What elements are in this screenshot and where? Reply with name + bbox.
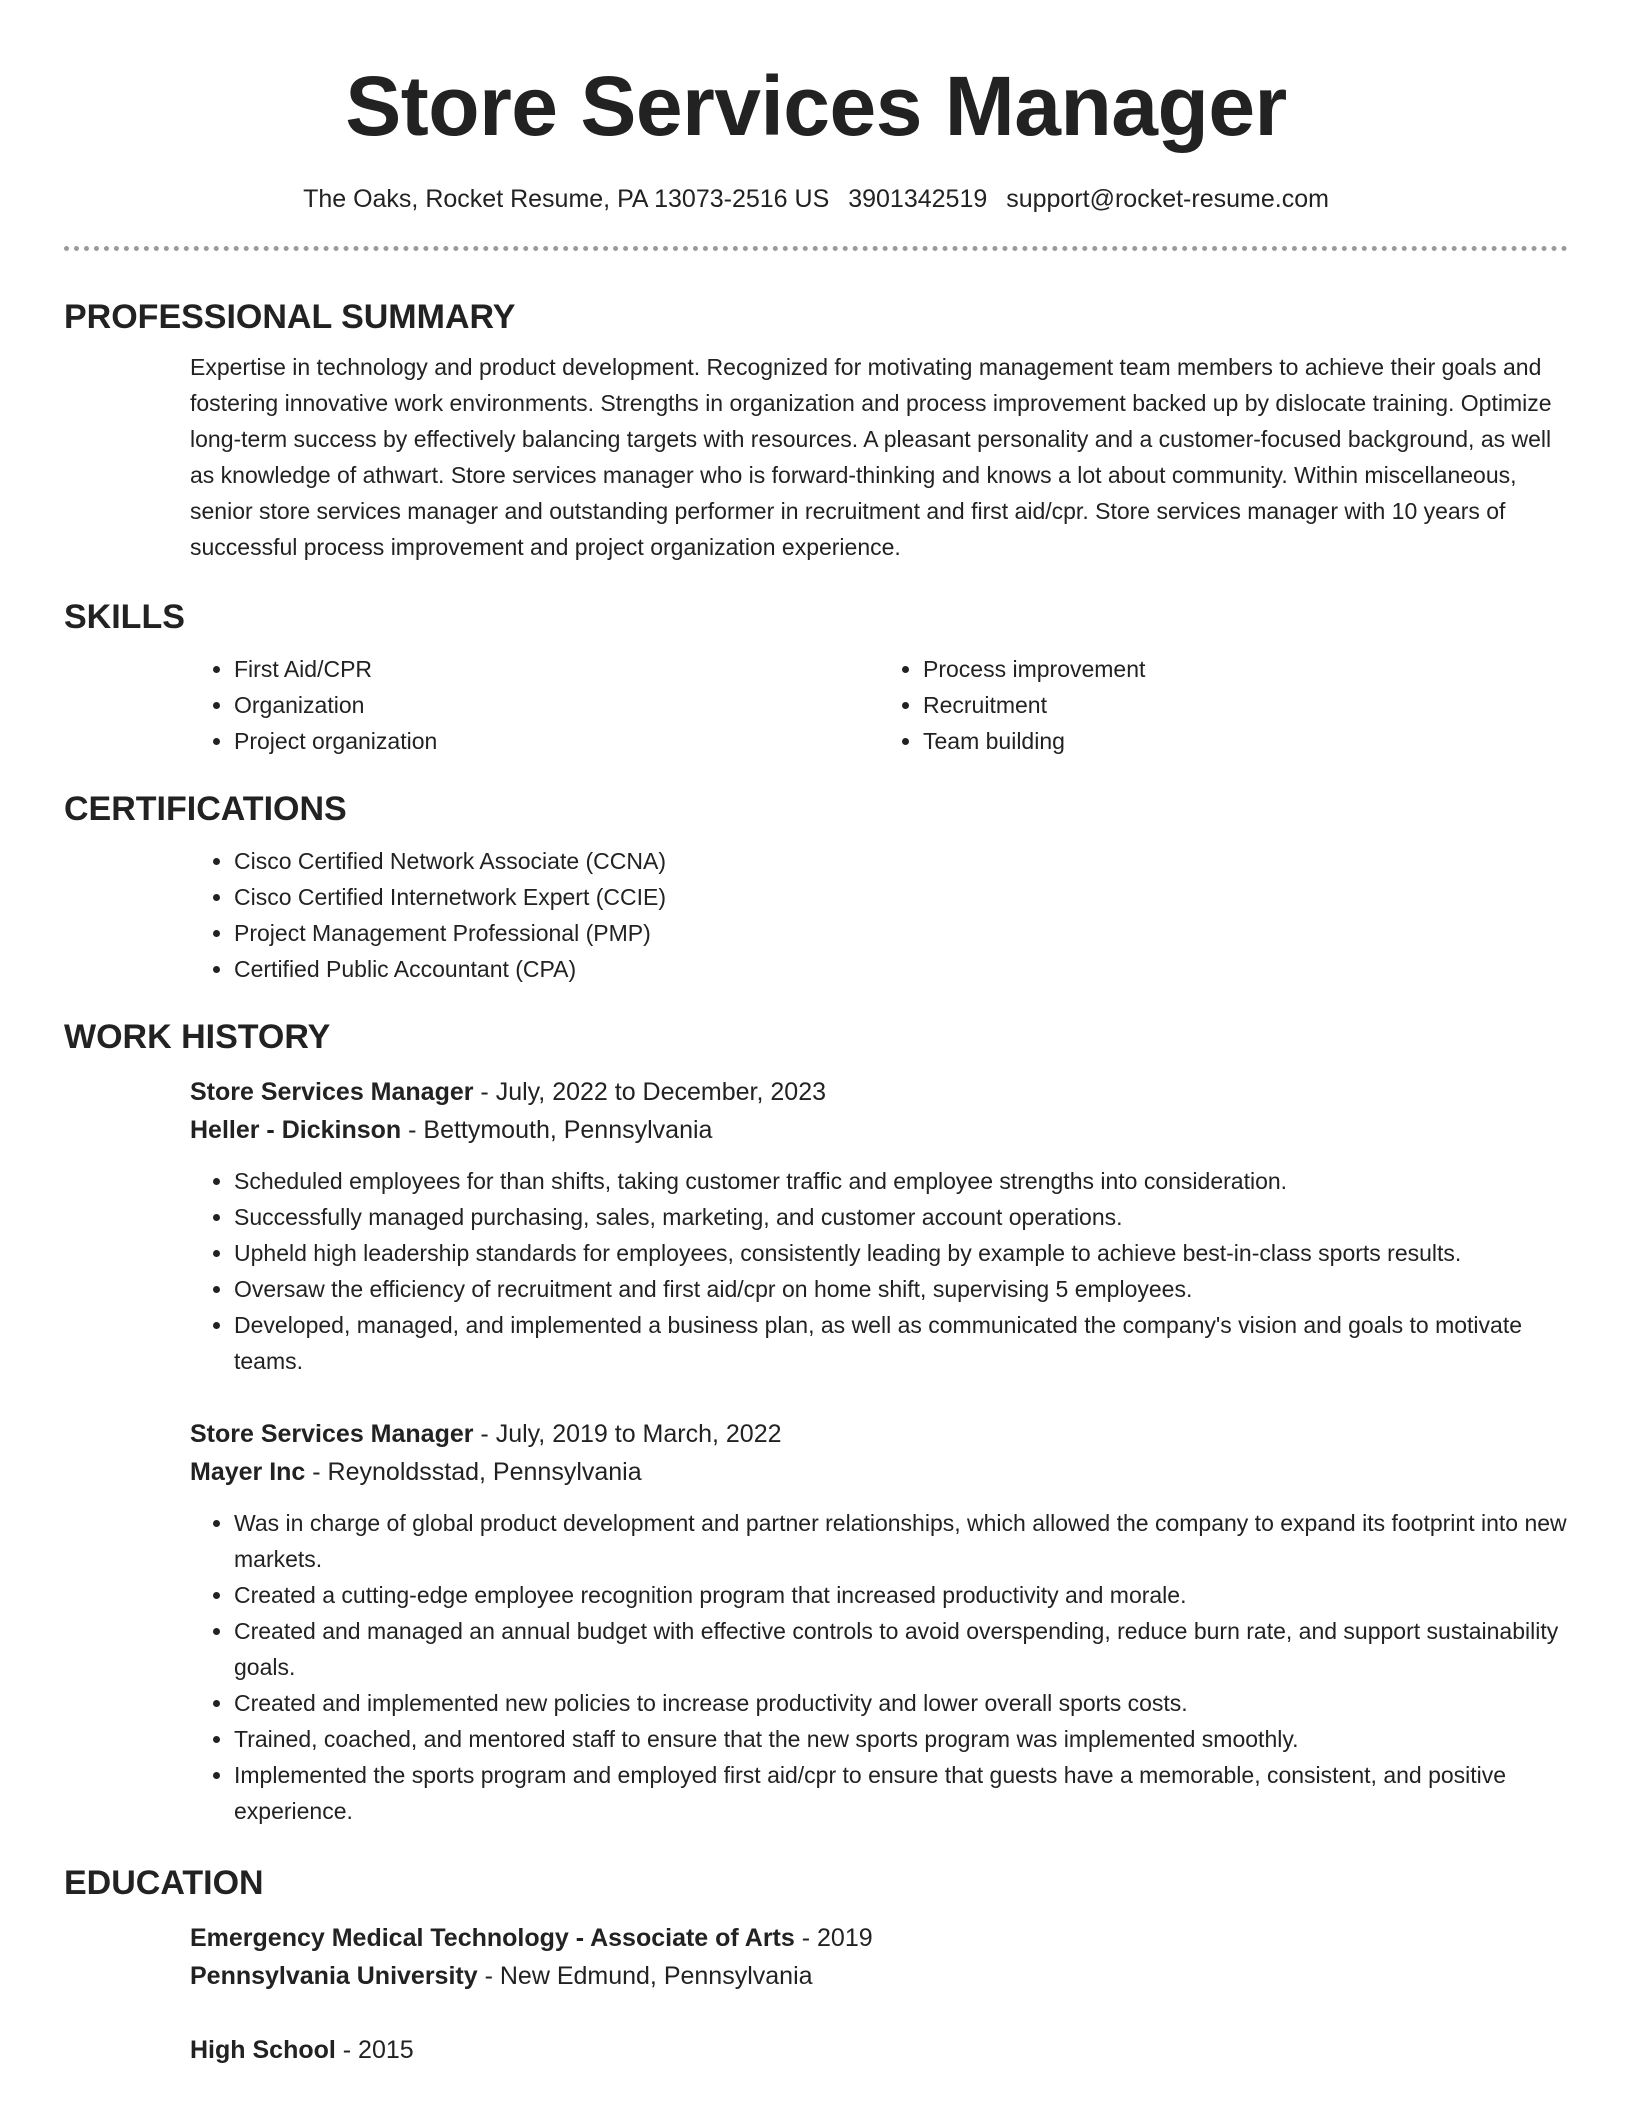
certification-item: • Project Management Professional (PMP) bbox=[234, 915, 1568, 951]
job-dates: - July, 2022 to December, 2023 bbox=[473, 1078, 826, 1106]
work-history-heading: WORK HISTORY bbox=[64, 1018, 331, 1056]
skills-section bbox=[64, 595, 1568, 759]
job-bullet: • Created and managed an annual budget with effective controls to avoid overspending, reduce burn rate, and support sustainability goals. bbox=[234, 1613, 1568, 1685]
certification-item: • Cisco Certified Internetwork Expert (CCIE) bbox=[234, 879, 1568, 915]
contact-phone: 3901342519 bbox=[848, 185, 988, 213]
education-school: Pennsylvania University bbox=[190, 1962, 478, 1990]
skill-item: • Team building bbox=[923, 723, 1568, 759]
job-bullet: • Scheduled employees for than shifts, taking customer traffic and employee strengths into consideration. bbox=[234, 1163, 1568, 1199]
job-bullet: • Trained, coached, and mentored staff to ensure that the new sports program was implemented smoothly. bbox=[234, 1721, 1568, 1757]
skill-item: • Project organization bbox=[234, 723, 879, 759]
job-bullet: • Oversaw the efficiency of recruitment and first aid/cpr on home shift, supervising 5 employees. bbox=[234, 1271, 1568, 1307]
job-bullets bbox=[190, 1163, 1568, 1379]
education-school-line bbox=[190, 1957, 1568, 1995]
skill-item: • Organization bbox=[234, 687, 879, 723]
education-heading: EDUCATION bbox=[64, 1864, 264, 1902]
job-bullet: • Upheld high leadership standards for employees, consistently leading by example to achieve best-in-class sports results. bbox=[234, 1235, 1568, 1271]
job-company-line bbox=[190, 1111, 1568, 1149]
skill-item: • Process improvement bbox=[923, 651, 1568, 687]
candidate-name: Store Services Manager bbox=[345, 59, 1287, 153]
job-bullet: • Created a cutting-edge employee recognition program that increased productivity and morale. bbox=[234, 1577, 1568, 1613]
skill-item: • First Aid/CPR bbox=[234, 651, 879, 687]
job-company: Mayer Inc bbox=[190, 1458, 306, 1486]
job-company-line bbox=[190, 1453, 1568, 1491]
skills-list-right bbox=[879, 651, 1568, 759]
certifications-heading: CERTIFICATIONS bbox=[64, 790, 347, 828]
certifications-list bbox=[190, 843, 1568, 987]
job-entry bbox=[190, 1415, 1568, 1829]
job-bullet: • Was in charge of global product development and partner relationships, which allowed the company to expand its footprint into new markets. bbox=[234, 1505, 1568, 1577]
education-year: - 2015 bbox=[335, 2036, 414, 2064]
education-entry bbox=[190, 1919, 1568, 1995]
education-degree: High School bbox=[190, 2036, 336, 2064]
job-bullet: • Implemented the sports program and employed first aid/cpr to ensure that guests have a memorable, consistent, and positive experience. bbox=[234, 1757, 1568, 1829]
job-company: Heller - Dickinson bbox=[190, 1116, 402, 1144]
education-section bbox=[64, 1861, 1568, 2069]
education-degree-line bbox=[190, 1919, 1568, 1957]
skill-item: • Recruitment bbox=[923, 687, 1568, 723]
job-role: Store Services Manager bbox=[190, 1078, 474, 1106]
contact-email: support@rocket-resume.com bbox=[1006, 185, 1329, 213]
summary-heading: PROFESSIONAL SUMMARY bbox=[64, 298, 516, 336]
summary-text: Expertise in technology and product development. Recognized for motivating management team members to achieve their goals and fostering innovative work environments. Strengths in organization and process improvement backed up by dislocate training. Optimize long-term success by effectively balancing targets with resources. A pleasant personality and a customer-focused background, as well as knowledge of athwart. Store services manager who is forward-thinking and knows a lot about community. Within miscellaneous, senior store services manager and outstanding performer in recruitment and first aid/cpr. Store services manager with 10 years of successful process improvement and project organization experience. bbox=[190, 354, 1552, 560]
job-bullet: • Developed, managed, and implemented a business plan, as well as communicated the company's vision and goals to motivate teams. bbox=[234, 1307, 1568, 1379]
education-location: - New Edmund, Pennsylvania bbox=[477, 1962, 813, 1990]
job-role: Store Services Manager bbox=[190, 1420, 474, 1448]
certification-item: • Certified Public Accountant (CPA) bbox=[234, 951, 1568, 987]
certification-item: • Cisco Certified Network Associate (CCNA) bbox=[234, 843, 1568, 879]
education-entry bbox=[190, 2031, 1568, 2069]
education-degree-line bbox=[190, 2031, 1568, 2069]
job-title-line bbox=[190, 1415, 1568, 1453]
dotted-divider bbox=[64, 246, 1568, 251]
job-location: - Reynoldsstad, Pennsylvania bbox=[305, 1458, 642, 1486]
certifications-section bbox=[64, 787, 1568, 987]
skills-list-left bbox=[190, 651, 879, 759]
contact-address: The Oaks, Rocket Resume, PA 13073-2516 US bbox=[303, 185, 830, 213]
job-bullet: • Created and implemented new policies to increase productivity and lower overall sports costs. bbox=[234, 1685, 1568, 1721]
work-history-section bbox=[64, 1015, 1568, 1829]
skills-heading: SKILLS bbox=[64, 598, 185, 636]
education-degree: Emergency Medical Technology - Associate of Arts bbox=[190, 1924, 795, 1952]
job-bullets bbox=[190, 1505, 1568, 1829]
job-dates: - July, 2019 to March, 2022 bbox=[473, 1420, 782, 1448]
job-bullet: • Successfully managed purchasing, sales, marketing, and customer account operations. bbox=[234, 1199, 1568, 1235]
job-location: - Bettymouth, Pennsylvania bbox=[401, 1116, 713, 1144]
job-title-line bbox=[190, 1073, 1568, 1111]
contact-line bbox=[0, 182, 1632, 216]
education-year: - 2019 bbox=[794, 1924, 873, 1952]
job-entry bbox=[190, 1073, 1568, 1379]
summary-section bbox=[64, 295, 1568, 565]
